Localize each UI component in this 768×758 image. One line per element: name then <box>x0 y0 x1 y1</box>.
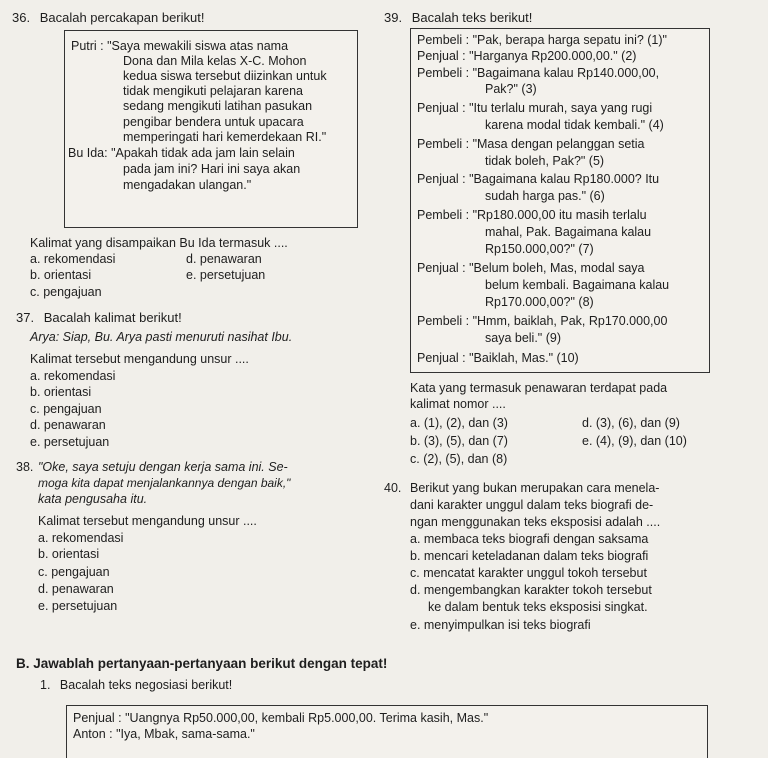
q38-sentence-line: "Oke, saya setuju dengan kerja sama ini. Se- <box>38 460 288 474</box>
q39-option-d[interactable]: d. (3), (6), dan (9) <box>582 416 680 430</box>
q40-option-e[interactable]: e. menyimpulkan isi teks biografi <box>410 618 591 632</box>
q36-dialog-box <box>64 30 358 228</box>
section-b-dialog-line: Penjual : "Uangnya Rp50.000,00, kembali Rp5.000,00. Terima kasih, Mas." <box>73 711 489 725</box>
q40-option-c[interactable]: c. mencatat karakter unggul tokoh tersebut <box>410 566 647 580</box>
section-b-q1: 1. Bacalah teks negosiasi berikut! <box>40 678 233 692</box>
q37-question: Kalimat tersebut mengandung unsur .... <box>30 352 249 366</box>
q37-option-d[interactable]: d. penawaran <box>30 418 106 432</box>
q39-dialog-line: mahal, Pak. Bagaimana kalau <box>485 225 652 239</box>
q38-option-d[interactable]: d. penawaran <box>38 582 114 596</box>
q39-option-c[interactable]: c. (2), (5), dan (8) <box>410 452 508 466</box>
q40-question-line: Berikut yang bukan merupakan cara menela- <box>410 481 660 495</box>
q38-question: Kalimat tersebut mengandung unsur .... <box>38 514 257 528</box>
q38-option-c[interactable]: c. pengajuan <box>38 565 110 579</box>
q39-dialog-line: Rp170.000,00?" (8) <box>485 295 594 309</box>
q36-dialog-line: Dona dan Mila kelas X-C. Mohon <box>123 54 307 68</box>
q39-dialog-line: Penjual : "Bagaimana kalau Rp180.000? Itu <box>417 172 660 186</box>
q36-option-b[interactable]: b. orientasi <box>30 268 92 282</box>
q39-dialog-line: Pembeli : "Bagaimana kalau Rp140.000,00, <box>417 66 660 80</box>
section-b-dialog-box <box>66 705 708 758</box>
q40-option-a[interactable]: a. membaca teks biografi dengan saksama <box>410 532 649 546</box>
q38-sentence-line: kata pengusaha itu. <box>38 492 148 506</box>
q39-option-b[interactable]: b. (3), (5), dan (7) <box>410 434 508 448</box>
q39-dialog-line: Rp150.000,00?" (7) <box>485 242 594 256</box>
section-b-dialog-line: Anton : "Iya, Mbak, sama-sama." <box>73 727 255 741</box>
q37-sentence: Arya: Siap, Bu. Arya pasti menuruti nasihat Ibu. <box>30 330 293 344</box>
q39-dialog-line: tidak boleh, Pak?" (5) <box>485 154 605 168</box>
q39-option-a[interactable]: a. (1), (2), dan (3) <box>410 416 508 430</box>
q40-question-line: ngan menggunakan teks eksposisi adalah .... <box>410 515 661 529</box>
q36-dialog-line: tidak mengikuti pelajaran karena <box>123 84 303 98</box>
q37-option-e[interactable]: e. persetujuan <box>30 435 110 449</box>
q36-dialog-line: memperingati hari kemerdekaan RI." <box>123 130 327 144</box>
q36-option-e[interactable]: e. persetujuan <box>186 268 266 282</box>
q39-question-line: Kata yang termasuk penawaran terdapat pada <box>410 381 668 395</box>
q38-option-a[interactable]: a. rekomendasi <box>38 531 124 545</box>
q40-option-d-continued: ke dalam bentuk teks eksposisi singkat. <box>428 600 648 614</box>
q38-option-e[interactable]: e. persetujuan <box>38 599 118 613</box>
q40-option-d[interactable]: d. mengembangkan karakter tokoh tersebut <box>410 583 652 597</box>
q39-dialog-line: belum kembali. Bagaimana kalau <box>485 278 670 292</box>
q36-option-a[interactable]: a. rekomendasi <box>30 252 116 266</box>
q39-dialog-line: saya beli." (9) <box>485 331 561 345</box>
q39-dialog-line: Penjual : "Baiklah, Mas." (10) <box>417 351 579 365</box>
q37-option-b[interactable]: b. orientasi <box>30 385 92 399</box>
q39-dialog-line: Pak?" (3) <box>485 82 537 96</box>
q36-dialog-line: mengadakan ulangan." <box>123 178 252 192</box>
q37-header: 37. Bacalah kalimat berikut! <box>16 310 182 325</box>
q36-dialog-line: Bu Ida: "Apakah tidak ada jam lain selain <box>68 146 295 160</box>
q39-dialog-line: Penjual : "Harganya Rp200.000,00." (2) <box>417 49 637 63</box>
q39-dialog-line: Penjual : "Belum boleh, Mas, modal saya <box>417 261 645 275</box>
q36-header: 36. Bacalah percakapan berikut! <box>12 10 205 25</box>
q37-option-c[interactable]: c. pengajuan <box>30 402 102 416</box>
q39-dialog-line: Penjual : "Itu terlalu murah, saya yang rugi <box>417 101 653 115</box>
q36-option-c[interactable]: c. pengajuan <box>30 285 102 299</box>
section-b-title: B. Jawablah pertanyaan-pertanyaan berikut dengan tepat! <box>16 656 388 671</box>
q36-dialog-line: pada jam ini? Hari ini saya akan <box>123 162 301 176</box>
q36-question: Kalimat yang disampaikan Bu Ida termasuk .... <box>30 236 288 250</box>
q39-dialog-line: Pembeli : "Rp180.000,00 itu masih terlalu <box>417 208 647 222</box>
q36-dialog-line: Putri : "Saya mewakili siswa atas nama <box>71 39 289 53</box>
q40-number: 40. <box>384 481 402 495</box>
q39-dialog-line: karena modal tidak kembali." (4) <box>485 118 664 132</box>
q36-dialog-line: sedang mengikuti latihan pasukan <box>123 99 313 113</box>
q39-option-e[interactable]: e. (4), (9), dan (10) <box>582 434 687 448</box>
q36-dialog-line: kedua siswa tersebut diizinkan untuk <box>123 69 327 83</box>
q39-dialog-line: Pembeli : "Hmm, baiklah, Pak, Rp170.000,00 <box>417 314 668 328</box>
q39-dialog-line: Pembeli : "Masa dengan pelanggan setia <box>417 137 645 151</box>
q37-option-a[interactable]: a. rekomendasi <box>30 369 116 383</box>
q40-question-line: dani karakter unggul dalam teks biografi de- <box>410 498 654 512</box>
q39-header: 39. Bacalah teks berikut! <box>384 10 533 25</box>
q39-dialog-line: sudah harga pas." (6) <box>485 189 605 203</box>
q38-number: 38. <box>16 460 34 474</box>
q38-option-b[interactable]: b. orientasi <box>38 547 100 561</box>
q39-dialog-box <box>410 28 710 373</box>
q36-dialog-line: pengibar bendera untuk upacara <box>123 115 304 129</box>
q38-sentence-line: moga kita dapat menjalankannya dengan baik," <box>38 476 291 490</box>
q40-option-b[interactable]: b. mencari keteladanan dalam teks biografi <box>410 549 649 563</box>
q39-dialog-line: Pembeli : "Pak, berapa harga sepatu ini? (1)" <box>417 33 667 47</box>
q36-option-d[interactable]: d. penawaran <box>186 252 262 266</box>
q39-question-line: kalimat nomor .... <box>410 397 506 411</box>
